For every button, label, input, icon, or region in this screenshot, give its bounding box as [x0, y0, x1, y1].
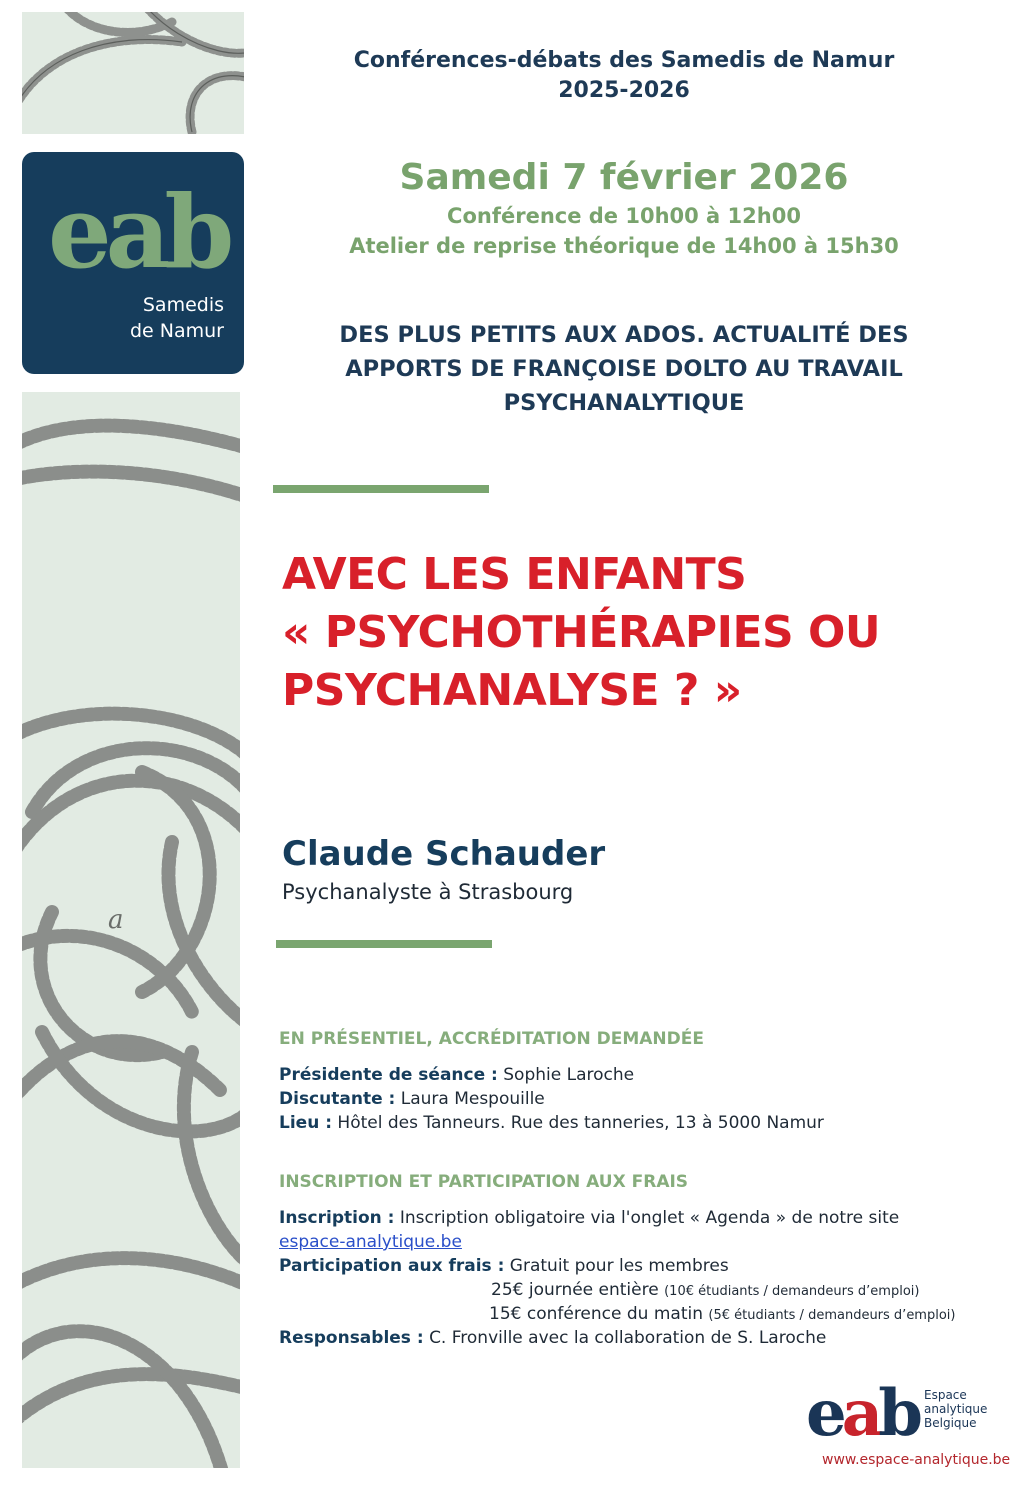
frais-morning-note: (5€ étudiants / demandeurs d’emploi) [708, 1308, 956, 1323]
footer-sub2: analytique [924, 1402, 988, 1416]
frais-day-line [491, 1278, 919, 1304]
frais-label: Participation aux frais : [279, 1256, 505, 1276]
responsables-label: Responsables : [279, 1328, 424, 1348]
workshop-time: Atelier de reprise théorique de 14h00 à 15h30 [349, 234, 899, 258]
responsables-value: C. Fronville avec la collaboration de S. Laroche [429, 1328, 827, 1348]
footer-logo-letters [806, 1376, 918, 1451]
title-line1: AVEC LES ENFANTS [282, 549, 747, 600]
discutante-value: Laura Mespouille [400, 1089, 545, 1109]
logo-sub-line1: Samedis [142, 294, 224, 316]
theme-line2: APPORTS DE FRANÇOISE DOLTO AU TRAVAIL [345, 356, 903, 382]
series-theme [290, 318, 958, 420]
presentiel-heading: EN PRÉSENTIEL, ACCRÉDITATION DEMANDÉE [279, 1029, 704, 1049]
frais-day: 25€ journée entière [491, 1280, 659, 1300]
conference-title [282, 546, 982, 720]
rope-illustration-side [22, 392, 240, 1468]
frais-morning-line [489, 1302, 955, 1328]
rope-top-svg [22, 12, 244, 134]
inscription-heading: INSCRIPTION ET PARTICIPATION AUX FRAIS [279, 1172, 689, 1192]
espace-analytique-logo [806, 1376, 988, 1451]
speaker-role: Psychanalyste à Strasbourg [282, 880, 574, 904]
event-date: Samedi 7 février 2026 [399, 157, 849, 198]
logo-subtitle [130, 292, 224, 344]
footer-logo-subtitle [924, 1388, 987, 1430]
rope-illustration-top [22, 12, 244, 134]
lieu-label: Lieu : [279, 1113, 333, 1133]
theme-line1: DES PLUS PETITS AUX ADOS. ACTUALITÉ DES [339, 322, 909, 348]
divider-top [273, 485, 489, 493]
logo-letters: eab [48, 173, 229, 291]
conference-time: Conférence de 10h00 à 12h00 [447, 204, 801, 228]
lieu-value: Hôtel des Tanneurs. Rue des tanneries, 13 à 5000 Namur [337, 1113, 824, 1133]
frais-members: Gratuit pour les membres [509, 1256, 729, 1276]
discutante-label: Discutante : [279, 1089, 396, 1109]
logo-sub-line2: de Namur [129, 320, 224, 342]
frais-line [279, 1254, 729, 1278]
president-value: Sophie Laroche [503, 1065, 635, 1085]
footer-sub1: Espace [924, 1388, 967, 1402]
footer-sub3: Belgique [924, 1416, 977, 1430]
inscription-line [279, 1206, 899, 1230]
speaker-name: Claude Schauder [282, 834, 606, 874]
inscription-label: Inscription : [279, 1208, 395, 1228]
frais-day-note: (10€ étudiants / demandeurs d’emploi) [664, 1284, 920, 1299]
series-title-line2: 2025-2026 [558, 78, 690, 103]
footer-logo-a: a [841, 1376, 879, 1451]
series-title [290, 46, 958, 106]
frais-morning: 15€ conférence du matin [489, 1304, 703, 1324]
inscription-value: Inscription obligatoire via l'onglet « Agenda » de notre site [399, 1208, 900, 1228]
footer-logo-b: b [878, 1376, 918, 1451]
footer-logo-e: e [806, 1376, 842, 1451]
title-line2: « PSYCHOTHÉRAPIES OU [282, 607, 881, 658]
rope-side-svg [22, 392, 240, 1468]
rope-letter: a [108, 905, 124, 935]
site-link[interactable]: espace-analytique.be [279, 1232, 462, 1252]
president-label: Présidente de séance : [279, 1065, 498, 1085]
series-title-line1: Conférences-débats des Samedis de Namur [353, 48, 895, 73]
theme-line3: PSYCHANALYTIQUE [503, 390, 745, 416]
lieu-line [279, 1111, 824, 1135]
divider-bottom [276, 940, 492, 948]
responsables-line [279, 1326, 826, 1350]
title-line3: PSYCHANALYSE ? » [282, 665, 742, 716]
president-line [279, 1063, 634, 1087]
discutante-line [279, 1087, 545, 1111]
footer-url[interactable]: www.espace-analytique.be [822, 1452, 1011, 1468]
eab-samedis-logo [22, 152, 244, 374]
